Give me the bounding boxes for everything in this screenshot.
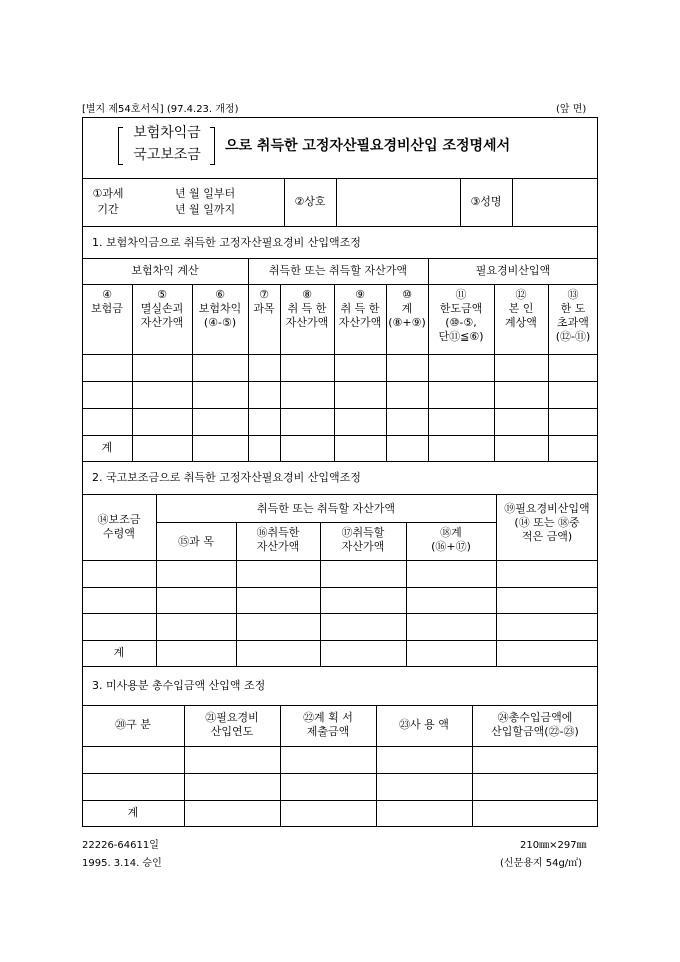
col4-header: ④ 보험금 (91, 288, 123, 315)
page-title: 으로 취득한 고정자산필요경비산입 조정명세서 (225, 138, 511, 154)
section3-total: 계 (127, 806, 139, 819)
footer-paper: (신문용지 54g/㎡) (500, 858, 583, 869)
section2-title: 2. 국고보조금으로 취득한 고정자산필요경비 산입액조정 (92, 471, 361, 484)
col12-header: ⑫ 본 인 계상액 (505, 288, 537, 329)
period-label-2: 기간 (97, 203, 119, 216)
col19-header: ⑲필요경비산입액 (⑭ 또는 ⑱중 적은 금액) (504, 502, 590, 543)
col24-header: ㉔총수입금액에 산입할금액(㉒-㉓) (491, 711, 579, 738)
col8-header: ⑧ 취 득 한 자산가액 (285, 288, 329, 329)
section1-title: 1. 보험차익금으로 취득한 고정자산필요경비 산입액조정 (92, 236, 361, 249)
col15-header: ⑮과 목 (178, 535, 214, 548)
col7-header: ⑦ 과목 (253, 288, 275, 315)
company-label: ②상호 (294, 195, 326, 208)
group-insurance-gain: 보험차익 계산 (131, 264, 199, 277)
col22-header: ㉒계 획 서 제출금액 (303, 711, 353, 738)
period-label: ①과세 (92, 187, 124, 200)
section3-title: 3. 미사용분 총수입금액 산입액 조정 (92, 679, 266, 692)
col11-header: ⑪ 한도금액 (⑩-⑤, 단⑪≦⑥) (438, 288, 484, 343)
col17-header: ⑰취득할 자산가액 (341, 526, 385, 553)
col23-header: ㉓사 용 액 (399, 718, 449, 731)
col10-header: ⑩ 계 (⑧+⑨) (388, 288, 426, 329)
title-line2: 국고보조금 (133, 147, 201, 163)
form-number: [별지 제54호서식] (97.4.23. 개정) (82, 104, 239, 115)
col20-header: ⑳구 분 (115, 718, 151, 731)
col5-header: ⑤ 멸실손괴 자산가액 (140, 288, 184, 329)
col9-header: ⑨ 취 득 한 자산가액 (338, 288, 382, 329)
period-from: 년 월 일부터 (175, 187, 236, 200)
col18-header: ⑱계 (⑯+⑰) (431, 526, 471, 553)
group-expense: 필요경비산입액 (475, 264, 551, 277)
col14-header: ⑭보조금 수령액 (97, 513, 141, 540)
page-side: (앞 면) (556, 104, 587, 115)
s2-group: 취득한 또는 취득할 자산가액 (256, 502, 395, 515)
col21-header: ㉑필요경비 산입연도 (205, 711, 259, 738)
section2-total: 계 (113, 646, 125, 659)
group-asset-value: 취득한 또는 취득할 자산가액 (268, 264, 407, 277)
period-to: 년 월 일까지 (175, 203, 236, 216)
col6-header: ⑥ 보험차익 (④-⑤) (198, 288, 242, 329)
col16-header: ⑯취득한 자산가액 (256, 526, 300, 553)
footer-code: 22226-64611일 (82, 840, 159, 851)
footer-size: 210㎜×297㎜ (520, 840, 587, 851)
section1-total: 계 (101, 441, 113, 454)
title-line1: 보험차익금 (133, 125, 201, 141)
col13-header: ⑬ 한 도 초과액 (⑫-⑪) (555, 288, 591, 343)
name-label: ③성명 (470, 195, 502, 208)
footer-approval: 1995. 3.14. 승인 (82, 858, 162, 869)
